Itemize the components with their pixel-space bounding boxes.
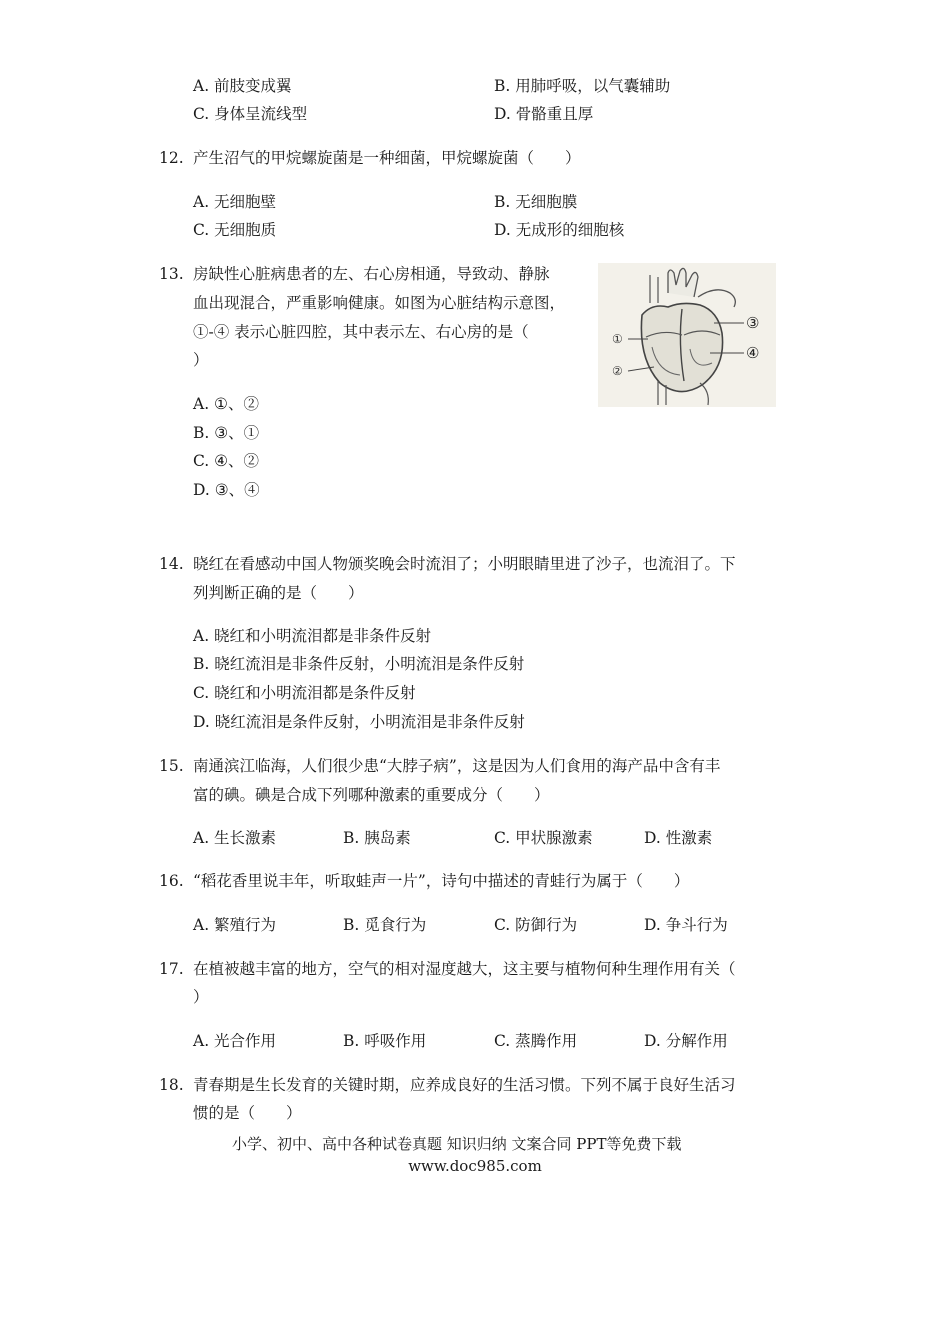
q13-option-d: D. ③、④ bbox=[193, 481, 260, 499]
q15-option-b: B. 胰岛素 bbox=[343, 829, 411, 847]
q12-option-d: D. 无成形的细胞核 bbox=[494, 221, 625, 239]
q16-option-c: C. 防御行为 bbox=[494, 916, 578, 934]
q11-option-a: A. 前肢变成翼 bbox=[193, 77, 292, 95]
heart-label-1: ① bbox=[612, 332, 623, 346]
q14-option-d: D. 晓红流泪是条件反射，小明流泪是非条件反射 bbox=[193, 713, 525, 731]
q11-option-b: B. 用肺呼吸，以气囊辅助 bbox=[494, 77, 671, 95]
q17-option-d: D. 分解作用 bbox=[644, 1032, 728, 1050]
q16-number: 16. bbox=[159, 872, 184, 890]
q17-option-c: C. 蒸腾作用 bbox=[494, 1032, 578, 1050]
q13-option-c: C. ④、② bbox=[193, 452, 260, 470]
heart-label-3: ③ bbox=[746, 314, 760, 332]
q11-option-d: D. 骨骼重且厚 bbox=[494, 105, 594, 123]
q17-number: 17. bbox=[159, 960, 184, 978]
q14-option-a: A. 晓红和小明流泪都是非条件反射 bbox=[193, 627, 432, 645]
q18-stem-line2: 惯的是（ ） bbox=[193, 1104, 302, 1122]
q13-number: 13. bbox=[159, 265, 184, 283]
q18-stem-line1: 青春期是生长发育的关键时期，应养成良好的生活习惯。下列不属于良好生活习 bbox=[193, 1076, 736, 1094]
q16-option-d: D. 争斗行为 bbox=[644, 916, 728, 934]
heart-structure-diagram bbox=[598, 263, 776, 407]
q13-stem-line4: ） bbox=[193, 351, 209, 369]
q14-option-b: B. 晓红流泪是非条件反射，小明流泪是条件反射 bbox=[193, 655, 525, 673]
q13-stem-line1: 房缺性心脏病患者的左、右心房相通，导致动、静脉 bbox=[193, 265, 550, 283]
q17-stem-line1: 在植被越丰富的地方，空气的相对湿度越大，这主要与植物何种生理作用有关（ bbox=[193, 960, 736, 978]
q17-stem-line2: ） bbox=[193, 988, 209, 1006]
q18-number: 18. bbox=[159, 1076, 184, 1094]
q17-option-b: B. 呼吸作用 bbox=[343, 1032, 427, 1050]
q14-stem-line2: 列判断正确的是（ ） bbox=[193, 584, 364, 602]
q15-number: 15. bbox=[159, 757, 184, 775]
q12-number: 12. bbox=[159, 149, 184, 167]
q14-stem-line1: 晓红在看感动中国人物颁奖晚会时流泪了；小明眼睛里进了沙子，也流泪了。下 bbox=[193, 555, 736, 573]
q13-option-b: B. ③、① bbox=[193, 424, 260, 442]
q15-stem-line2: 富的碘。碘是合成下列哪种激素的重要成分（ ） bbox=[193, 786, 550, 804]
q16-stem: “稻花香里说丰年，听取蛙声一片”，诗句中描述的青蛙行为属于（ ） bbox=[193, 872, 690, 890]
q12-option-c: C. 无细胞质 bbox=[193, 221, 277, 239]
q13-stem-line3: ①-④ 表示心脏四腔，其中表示左、右心房的是（ bbox=[193, 323, 529, 341]
q12-option-a: A. 无细胞壁 bbox=[193, 193, 277, 211]
footer-website-url: www.doc985.com bbox=[408, 1157, 542, 1175]
q13-stem-line2: 血出现混合，严重影响健康。如图为心脏结构示意图， bbox=[193, 294, 566, 312]
q14-number: 14. bbox=[159, 555, 184, 573]
heart-label-4: ④ bbox=[746, 344, 760, 362]
q11-option-c: C. 身体呈流线型 bbox=[193, 105, 308, 123]
q15-stem-line1: 南通滨江临海，人们很少患“大脖子病”，这是因为人们食用的海产品中含有丰 bbox=[193, 757, 721, 775]
q16-option-b: B. 觅食行为 bbox=[343, 916, 427, 934]
q12-stem: 产生沼气的甲烷螺旋菌是一种细菌，甲烷螺旋菌（ ） bbox=[193, 149, 581, 167]
q12-option-b: B. 无细胞膜 bbox=[494, 193, 578, 211]
q15-option-d: D. 性激素 bbox=[644, 829, 713, 847]
q16-option-a: A. 繁殖行为 bbox=[193, 916, 277, 934]
q13-option-a: A. ①、② bbox=[193, 395, 259, 413]
q15-option-c: C. 甲状腺激素 bbox=[494, 829, 593, 847]
q17-option-a: A. 光合作用 bbox=[193, 1032, 277, 1050]
q14-option-c: C. 晓红和小明流泪都是条件反射 bbox=[193, 684, 416, 702]
footer-promo-text: 小学、初中、高中各种试卷真题 知识归纳 文案合同 PPT等免费下载 bbox=[232, 1135, 682, 1153]
q15-option-a: A. 生长激素 bbox=[193, 829, 277, 847]
heart-label-2: ② bbox=[612, 364, 623, 378]
